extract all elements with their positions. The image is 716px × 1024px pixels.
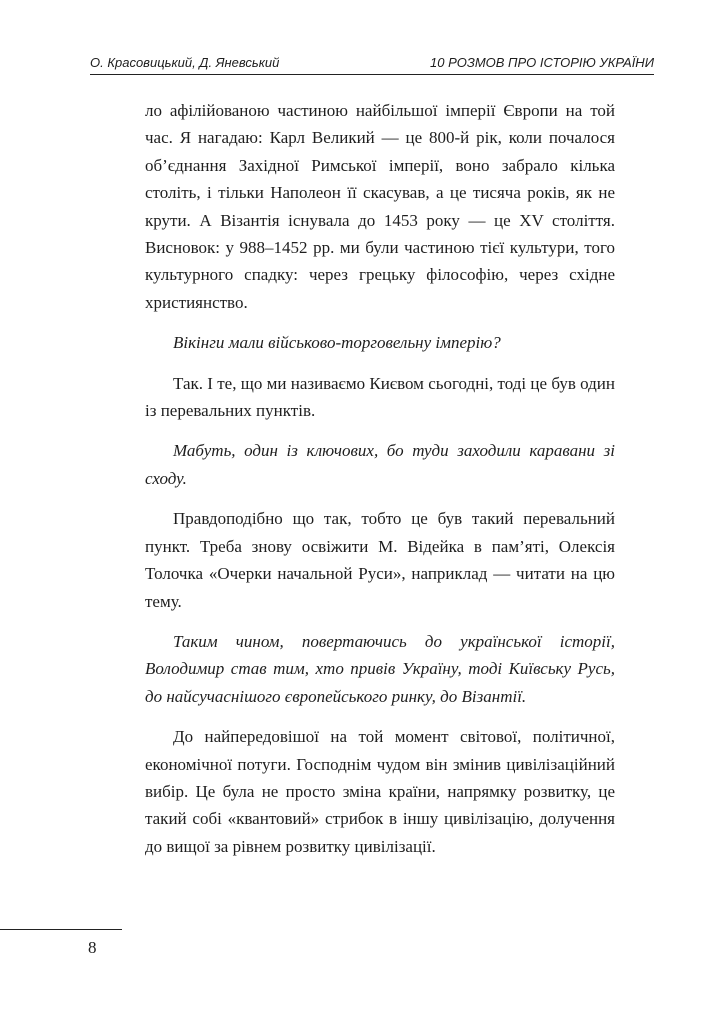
- paragraph-question: Таким чином, повертаючись до української історії, Володимир став тим, хто привів Україну, тоді Київську Русь, до найсучаснішого європейського ринку, до Візантії.: [145, 631, 615, 706]
- page-body: [145, 97, 615, 873]
- header-rule: [90, 74, 654, 75]
- paragraph-answer: До найпередовішої на той момент світової, політичної, економічної потуги. Господнім чудом він змінив цивілізаційний вибір. Це була не просто зміна країни, напрямку розвитку, це такий собі «квантовий» стрибок в іншу цивілізацію, долучення до вищої за рівнем розвитку цивілізації.: [145, 727, 615, 856]
- header-book-title: 10 РОЗМОВ ПРО ІСТОРІЮ УКРАЇНИ: [430, 55, 654, 70]
- paragraph-answer: ло афілійованою частиною найбільшої імперії Європи на той час. Я нагадаю: Карл Великий — це 800-й рік, коли почалося об’єднання Західної Римської імперії, воно забрало кілька століть, і тільки Наполеон її скасував, а це тисяча років, як не крути. А Візантія існувала до 1453 року — це XV століття. Висновок: у 988–1452 рр. ми були частиною тієї культури, того культурного спадку: через грецьку філософію, через східне християнство.: [145, 101, 615, 312]
- paragraph-answer: Правдоподібно що так, тобто це був такий перевальний пункт. Треба знову освіжити М. Відейка в пам’яті, Олексія Толочка «Очерки начальной Руси», наприклад — читати на цю тему.: [145, 509, 615, 611]
- running-header: [90, 56, 654, 74]
- page-number: 8: [88, 938, 97, 957]
- paragraph-question: Мабуть, один із ключових, бо туди заходили каравани зі сходу.: [145, 441, 615, 488]
- paragraph-question: Вікінги мали військово-торговельну імперію?: [173, 333, 501, 353]
- paragraph-answer: Так. І те, що ми називаємо Києвом сьогодні, тоді це був один із перевальних пунктів.: [145, 373, 615, 421]
- footer-rule: [0, 929, 122, 930]
- header-authors: О. Красовицький, Д. Яневський: [90, 55, 280, 70]
